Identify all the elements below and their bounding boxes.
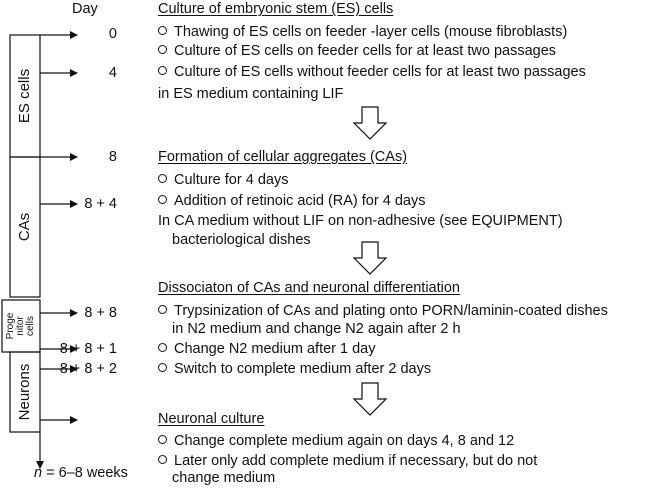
end-label (34, 465, 128, 482)
step-bullet-continuation: change medium (172, 470, 276, 486)
progenitor-line-3: cells (25, 316, 36, 337)
step-bullet: Later only add complete medium if necessary, but do not (158, 453, 537, 470)
bullet-icon (158, 305, 167, 314)
day-header: Day (72, 1, 98, 17)
step-title: Culture of embryonic stem (ES) cells (158, 1, 394, 17)
step-bullet: Switch to complete medium after 2 days (158, 361, 431, 378)
step-bullet: Thawing of ES cells on feeder -layer cells (mouse fibroblasts) (158, 24, 567, 41)
step-bullet-continuation: in N2 medium and change N2 again after 2 h (172, 321, 461, 337)
day-label: 4 (108, 65, 117, 81)
day-label: 8 (108, 149, 117, 165)
bullet-icon (158, 455, 167, 464)
phase-label-cas: CAs (16, 212, 33, 242)
end-label-duration: = 6–8 weeks (42, 465, 128, 481)
step-note: bacteriological dishes (172, 232, 311, 248)
bullet-icon (158, 195, 167, 204)
bullet-icon (158, 66, 167, 75)
phase-label-progenitor (6, 301, 36, 351)
day-label: 8 + 8 + 2 (59, 361, 117, 377)
progenitor-line-2: nitor (15, 316, 26, 336)
phase-label-neurons: Neurons (16, 363, 33, 421)
day-label: 0 (108, 26, 117, 42)
flow-arrow-2 (354, 242, 386, 274)
day-label: 8 + 8 (84, 305, 117, 321)
step-note: In CA medium without LIF on non-adhesive (see EQUIPMENT) (158, 213, 563, 229)
step-bullet: Addition of retinoic acid (RA) for 4 days (158, 193, 425, 210)
day-label: 8 + 4 (84, 196, 117, 212)
step-title: Neuronal culture (158, 411, 265, 427)
step-bullet: Change N2 medium after 1 day (158, 341, 376, 358)
day-label: 8 + 8 + 1 (59, 341, 117, 357)
progenitor-line-1: Proge (5, 312, 16, 340)
phase-label-es-cells: ES cells (16, 68, 33, 124)
step-bullet: Culture of ES cells on feeder cells for at least two passages (158, 43, 556, 60)
step-bullet: Culture of ES cells without feeder cells for at least two passages (158, 64, 586, 81)
bullet-icon (158, 343, 167, 352)
step-note: in ES medium containing LIF (158, 86, 344, 102)
bullet-icon (158, 363, 167, 372)
step-title: Dissociaton of CAs and neuronal differentiation (158, 280, 461, 296)
end-label-n: n (34, 465, 43, 481)
bullet-icon (158, 45, 167, 54)
bullet-icon (158, 174, 167, 183)
bullet-icon (158, 435, 167, 444)
step-bullet: Trypsinization of CAs and plating onto PORN/laminin-coated dishes (158, 303, 608, 320)
bullet-icon (158, 26, 167, 35)
flow-arrow-3 (354, 383, 386, 415)
step-bullet: Culture for 4 days (158, 172, 288, 189)
step-title: Formation of cellular aggregates (CAs) (158, 149, 408, 165)
step-bullet: Change complete medium again on days 4, 8 and 12 (158, 433, 514, 450)
flow-arrow-1 (354, 107, 386, 139)
